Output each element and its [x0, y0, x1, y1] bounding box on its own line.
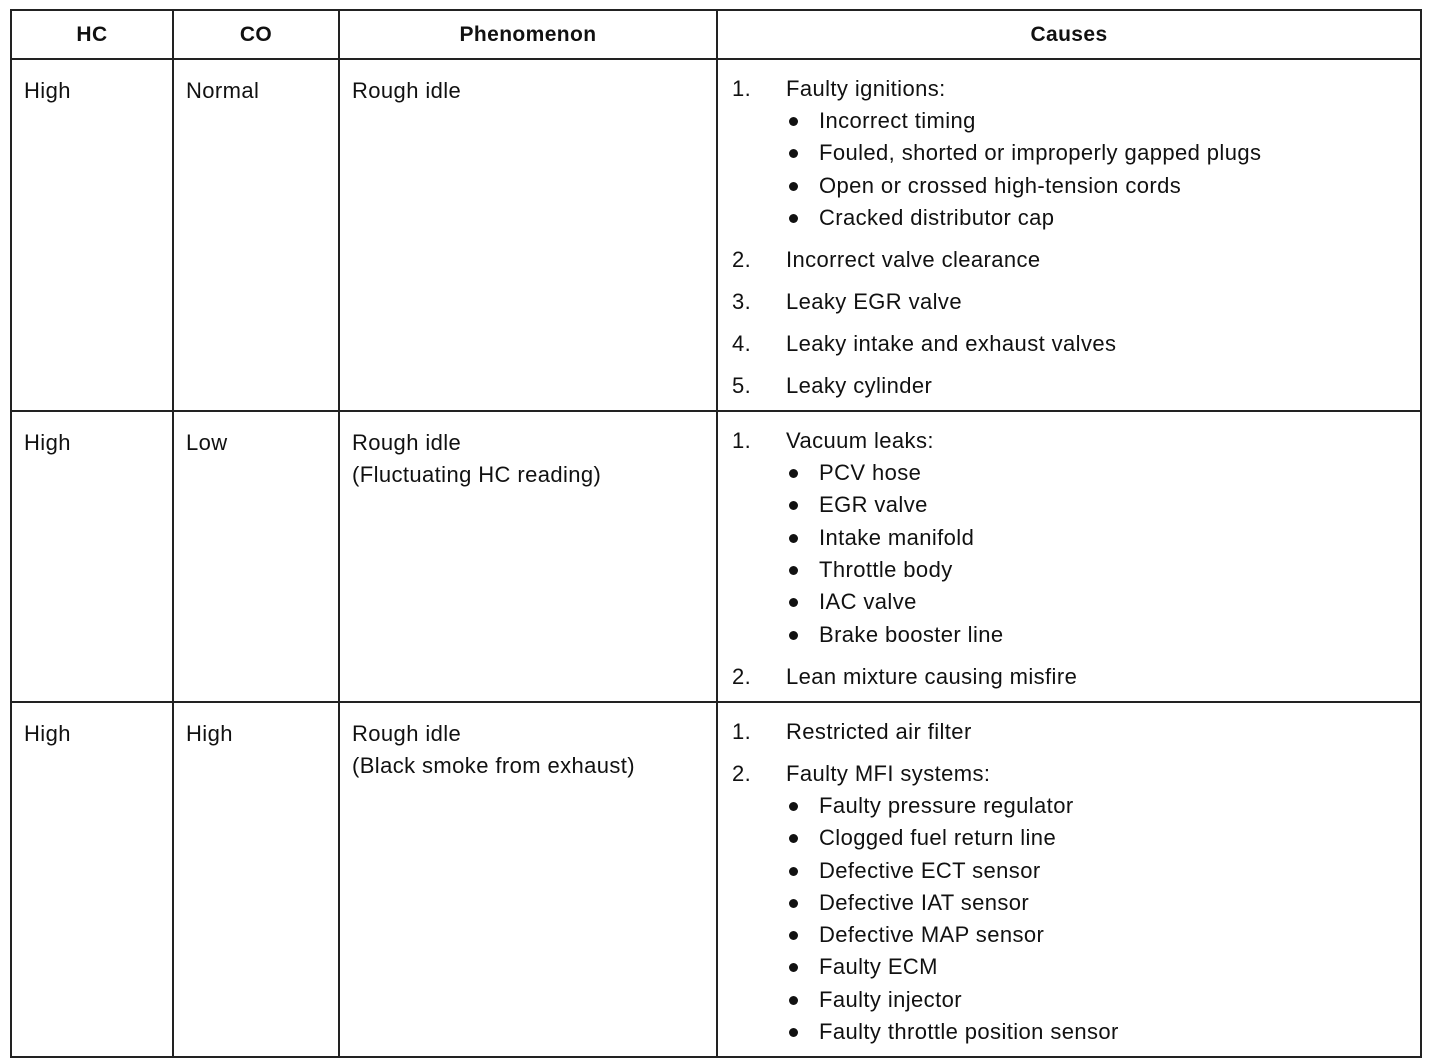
bullet-dot-icon	[789, 996, 798, 1005]
bullet-dot-icon	[789, 931, 798, 940]
cause-label: Incorrect valve clearance	[786, 247, 1041, 273]
table-row	[11, 411, 1421, 702]
bullet-text: Faulty injector	[819, 986, 962, 1012]
header-causes: Causes	[717, 10, 1421, 59]
co-cell	[173, 59, 339, 411]
causes-list	[718, 703, 1420, 1056]
bullet-dot-icon	[789, 149, 798, 158]
phenomenon-cell	[339, 59, 717, 411]
bullet-dot-icon	[789, 469, 798, 478]
cause-item	[732, 73, 1420, 234]
phenomenon-text	[340, 703, 716, 782]
phenomenon-cell	[339, 411, 717, 702]
bullet-text: Defective IAT sensor	[819, 889, 1030, 915]
phenomenon-line: Rough idle	[352, 430, 462, 456]
bullet-item	[786, 522, 1420, 554]
bullet-dot-icon	[789, 214, 798, 223]
bullet-text: Incorrect timing	[819, 108, 976, 133]
bullet-item	[786, 887, 1420, 919]
bullet-item	[786, 919, 1420, 951]
table-row	[11, 702, 1421, 1057]
bullet-item	[786, 457, 1420, 489]
cause-item	[732, 328, 1420, 360]
bullet-item	[786, 202, 1420, 234]
co-value: Low	[186, 430, 228, 456]
phenomenon-line: (Fluctuating HC reading)	[352, 462, 602, 488]
bullet-text: Throttle body	[819, 557, 953, 583]
bullet-dot-icon	[789, 117, 798, 126]
cause-item	[732, 758, 1420, 1048]
cause-number: 5.	[732, 373, 752, 399]
bullet-text: Faulty ECM	[819, 954, 938, 980]
bullet-item	[786, 855, 1420, 887]
bullet-item	[786, 822, 1420, 854]
bullet-dot-icon	[789, 534, 798, 543]
causes-list	[718, 60, 1420, 410]
co-cell	[173, 411, 339, 702]
bullet-dot-icon	[789, 501, 798, 510]
cause-label: Faulty MFI systems:	[786, 760, 991, 786]
phenomenon-line: (Black smoke from exhaust)	[352, 752, 636, 778]
cause-item	[732, 244, 1420, 276]
cause-label: Vacuum leaks:	[786, 428, 934, 454]
bullet-dot-icon	[789, 963, 798, 972]
cause-item	[732, 286, 1420, 318]
phenomenon-text	[340, 412, 716, 491]
bullet-dot-icon	[789, 566, 798, 575]
header-row	[11, 10, 1421, 59]
table-body	[11, 59, 1421, 1057]
hc-value: High	[24, 720, 71, 746]
header-hc: HC	[11, 10, 173, 59]
bullet-text: PCV hose	[819, 460, 922, 486]
bullet-item	[786, 790, 1420, 822]
co-cell	[173, 702, 339, 1057]
cause-item	[732, 716, 1420, 748]
bullet-item	[786, 137, 1420, 169]
bullet-list	[786, 105, 1420, 234]
bullet-text: EGR valve	[819, 492, 928, 518]
table-row	[11, 59, 1421, 411]
cause-number: 1.	[732, 718, 752, 744]
cause-label: Faulty ignitions:	[786, 76, 946, 101]
cause-number: 3.	[732, 289, 752, 315]
bullet-item	[786, 554, 1420, 586]
hc-value: High	[24, 430, 71, 456]
cause-number: 2.	[732, 247, 752, 273]
bullet-dot-icon	[789, 899, 798, 908]
cause-number: 4.	[732, 331, 752, 357]
diagnosis-table	[10, 9, 1422, 1058]
cause-label: Restricted air filter	[786, 718, 972, 744]
bullet-item	[786, 951, 1420, 983]
cause-number: 1.	[732, 428, 752, 454]
bullet-item	[786, 105, 1420, 137]
cause-number: 2.	[732, 663, 752, 689]
bullet-text: Intake manifold	[819, 524, 975, 550]
cause-number: 2.	[732, 760, 752, 786]
cause-label: Leaky EGR valve	[786, 289, 962, 315]
bullet-dot-icon	[789, 598, 798, 607]
bullet-item	[786, 619, 1420, 651]
bullet-text: Clogged fuel return line	[819, 825, 1057, 851]
bullet-text: Faulty pressure regulator	[819, 792, 1074, 818]
bullet-text: Defective MAP sensor	[819, 922, 1045, 948]
bullet-dot-icon	[789, 631, 798, 640]
co-value: Normal	[186, 78, 260, 103]
bullet-text: IAC valve	[819, 589, 917, 615]
co-value: High	[186, 720, 233, 746]
bullet-item	[786, 170, 1420, 202]
bullet-text: Brake booster line	[819, 621, 1004, 647]
phenomenon-text	[340, 60, 716, 107]
bullet-dot-icon	[789, 867, 798, 876]
phenomenon-cell	[339, 702, 717, 1057]
hc-cell	[11, 702, 173, 1057]
bullet-dot-icon	[789, 834, 798, 843]
bullet-text: Open or crossed high-tension cords	[819, 172, 1182, 198]
bullet-list	[786, 457, 1420, 651]
bullet-text: Faulty throttle position sensor	[819, 1019, 1119, 1045]
header-co: CO	[173, 10, 339, 59]
table-header	[11, 10, 1421, 59]
cause-item	[732, 661, 1420, 693]
bullet-dot-icon	[789, 1028, 798, 1037]
hc-cell	[11, 411, 173, 702]
bullet-text: Fouled, shorted or improperly gapped plugs	[819, 140, 1262, 166]
cause-item	[732, 425, 1420, 651]
hc-cell	[11, 59, 173, 411]
bullet-text: Cracked distributor cap	[819, 204, 1055, 230]
causes-cell	[717, 411, 1421, 702]
phenomenon-line: Rough idle	[352, 720, 462, 746]
bullet-list	[786, 790, 1420, 1048]
cause-label: Leaky cylinder	[786, 373, 933, 399]
cause-label: Lean mixture causing misfire	[786, 663, 1078, 689]
cause-number: 1.	[732, 76, 752, 101]
cause-item	[732, 370, 1420, 402]
causes-cell	[717, 702, 1421, 1057]
phenomenon-line: Rough idle	[352, 78, 462, 103]
bullet-item	[786, 489, 1420, 521]
bullet-item	[786, 1016, 1420, 1048]
header-phenomenon: Phenomenon	[339, 10, 717, 59]
bullet-item	[786, 586, 1420, 618]
bullet-dot-icon	[789, 182, 798, 191]
bullet-item	[786, 984, 1420, 1016]
cause-label: Leaky intake and exhaust valves	[786, 331, 1117, 357]
causes-cell	[717, 59, 1421, 411]
hc-value: High	[24, 78, 71, 103]
bullet-text: Defective ECT sensor	[819, 857, 1041, 883]
bullet-dot-icon	[789, 802, 798, 811]
causes-list	[718, 412, 1420, 701]
